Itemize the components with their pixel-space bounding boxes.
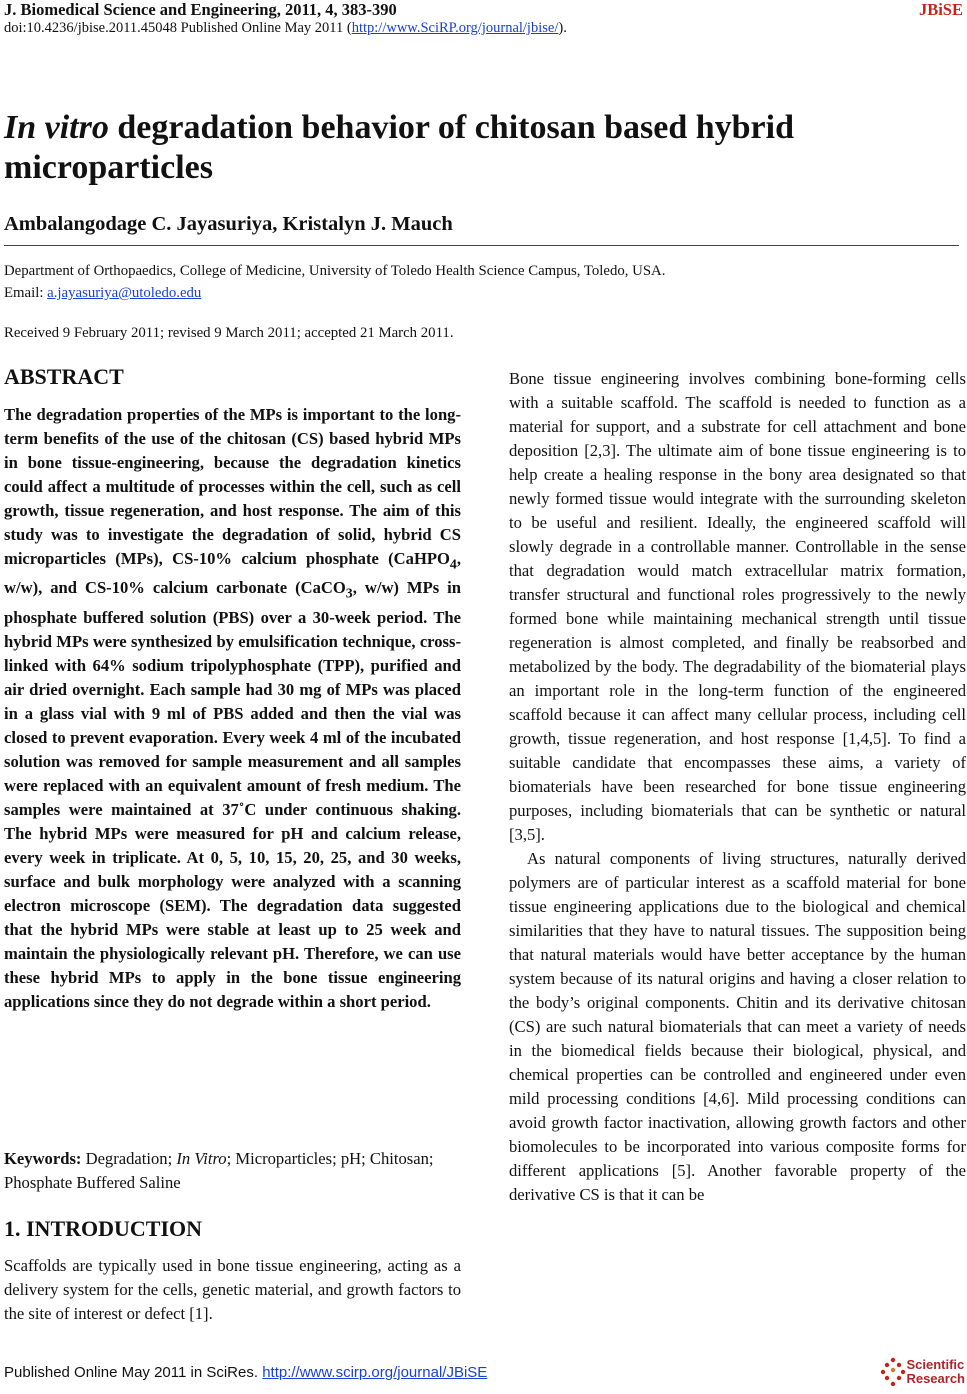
keywords-part-2: ; Microparticles; pH; Chitosan; Phosphate Buffered Saline	[4, 1149, 434, 1192]
doi-prefix: doi:10.4236/jbise.2011.45048 Published Online May 2011 (	[4, 20, 352, 36]
journal-link[interactable]: http://www.SciRP.org/journal/jbise/	[351, 20, 559, 36]
introduction-paragraph: Scaffolds are typically used in bone tissue engineering, acting as a delivery system for the cells, genetic material, and growth factors to the site of interest or defect [1].	[4, 1256, 461, 1323]
logo-text	[906, 1358, 965, 1386]
publisher-logo	[880, 1357, 965, 1387]
received-dates: Received 9 February 2011; revised 9 March 2011; accepted 21 March 2011.	[4, 325, 454, 341]
right-paragraph-2: As natural components of living structures, naturally derived polymers are of particular interest as a scaffold material for bone tissue engineering applications due to the biological and chemical similarities that they have to natural tissues. The supposition being that natural materials would have better acceptance by the human system because of its natural origins and having a closer relation to the body’s original components. Chitin and its derivative chitosan (CS) are such natural biomaterials that can meet a variety of needs in the biomedical fields because their biological, physical, and chemical properties can be controlled and engineered under even mild processing conditions [4,6]. Mild processing conditions can avoid growth factor inactivation, allowing growth factors and other biomolecules to be incorporated into various composite forms for different applications [5]. Another favorable property of the derivative CS is that it can be	[509, 849, 966, 1204]
keywords-italic: In Vitro	[176, 1149, 227, 1168]
right-paragraph-1: Bone tissue engineering involves combining bone-forming cells with a suitable scaffold. The scaffold is needed to function as a material for support, and a substrate for cell attachment and bone deposition [2,3]. The ultimate aim of bone tissue engineering is to help create a healing response in the bony area designated so that newly formed tissue would integrate with the surrounding skeleton to be useful and resilient. Ideally, the engineered scaffold will slowly degrade in a controllable manner. Controllable in the sense that degradation would match extracellular matrix formation, transfer structural and functional roles progressively to the newly formed bone while maintaining mechanical strength until tissue regeneration is almost completed, and finally be reabsorbed and metabolized by the body. The degradability of the biomaterial plays an important role in the long-term function of the engineered scaffold because it can affect many cellular process, including cell growth, tissue regeneration, and host response [1,4,5]. To find a suitable candidate that encompasses these aims, a variety of biomaterials have been researched for bone tissue engineering purposes, including biomaterials that can be synthetic or natural [3,5].	[509, 369, 966, 844]
footer	[4, 1364, 487, 1381]
scientific-research-logo-icon	[880, 1357, 906, 1387]
authors: Ambalangodage C. Jayasuriya, Kristalyn J. Mauch	[4, 213, 453, 235]
logo-line-1: Scientific	[906, 1357, 965, 1372]
journal-citation: J. Biomedical Science and Engineering, 2011, 4, 383-390	[4, 0, 397, 19]
email-label: Email:	[4, 285, 48, 301]
keywords-label: Keywords:	[4, 1149, 82, 1168]
affiliation: Department of Orthopaedics, College of Medicine, University of Toledo Health Science Campus, Toledo, USA.	[4, 263, 666, 279]
title-italic: In vitro	[4, 109, 109, 146]
title-rest: degradation behavior of chitosan based hybrid microparticles	[4, 109, 795, 186]
title-divider	[4, 245, 959, 246]
doi-suffix: ).	[558, 20, 567, 36]
abstract-subscript-1: 4	[449, 556, 457, 572]
abstract-heading: ABSTRACT	[4, 364, 124, 389]
email-line	[4, 285, 201, 302]
footer-text: Published Online May 2011 in SciRes.	[4, 1364, 263, 1381]
email-link[interactable]: a.jayasuriya@utoledo.edu	[47, 285, 202, 301]
doi-line	[4, 20, 567, 37]
abstract-part-2: , w/w), and CS-10% calcium carbonate (CaCO	[4, 549, 461, 598]
journal-abbreviation: JBiSE	[918, 0, 963, 19]
abstract-subscript-2: 3	[345, 585, 353, 601]
footer-link[interactable]: http://www.scirp.org/journal/JBiSE	[262, 1364, 488, 1381]
paper-title	[4, 108, 944, 188]
keywords	[4, 1147, 461, 1195]
logo-line-2: Research	[906, 1371, 965, 1386]
introduction-heading: 1. INTRODUCTION	[4, 1216, 203, 1241]
keywords-part-1: Degradation;	[81, 1149, 177, 1168]
right-column	[509, 367, 966, 1207]
abstract-part-3: , w/w) MPs in phosphate buffered solution (PBS) over a 30-week period. The hybrid MPs were synthesized by emulsification technique, cross-linked with 64% sodium tripolyphosphate (TPP), purified and air dried overnight. Each sample had 30 mg of MPs was placed in a glass vial with 9 ml of PBS added and then the vial was closed to prevent evaporation. Every week 4 ml of the incubated solution was removed for sample measurement and all samples were replaced with an equivalent amount of fresh medium. The samples were maintained at 37˚C under continuous shaking. The hybrid MPs were measured for pH and calcium release, every week in triplicate. At 0, 5, 10, 15, 20, 25, and 30 weeks, surface and bulk morphology were analyzed with a scanning electron microscope (SEM). The degradation data suggested that the hybrid MPs were stable at least up to 25 week and maintain the physiologically relevant pH. Therefore, we can use these hybrid MPs to apply in the bone tissue engineering applications since they do not degrade within a short period.	[4, 578, 462, 1011]
abstract-part-1: The degradation properties of the MPs is important to the long-term benefits of the use of the chitosan (CS) based hybrid MPs in bone tissue-engineering, because the degradation kinetics could affect a multitude of processes within the cell, such as cell growth, tissue regeneration, and host response. The aim of this study was to investigate the degradation of solid, hybrid CS microparticles (MPs), CS-10% calcium phosphate (CaHPO	[4, 405, 461, 568]
abstract-body	[4, 403, 461, 1014]
